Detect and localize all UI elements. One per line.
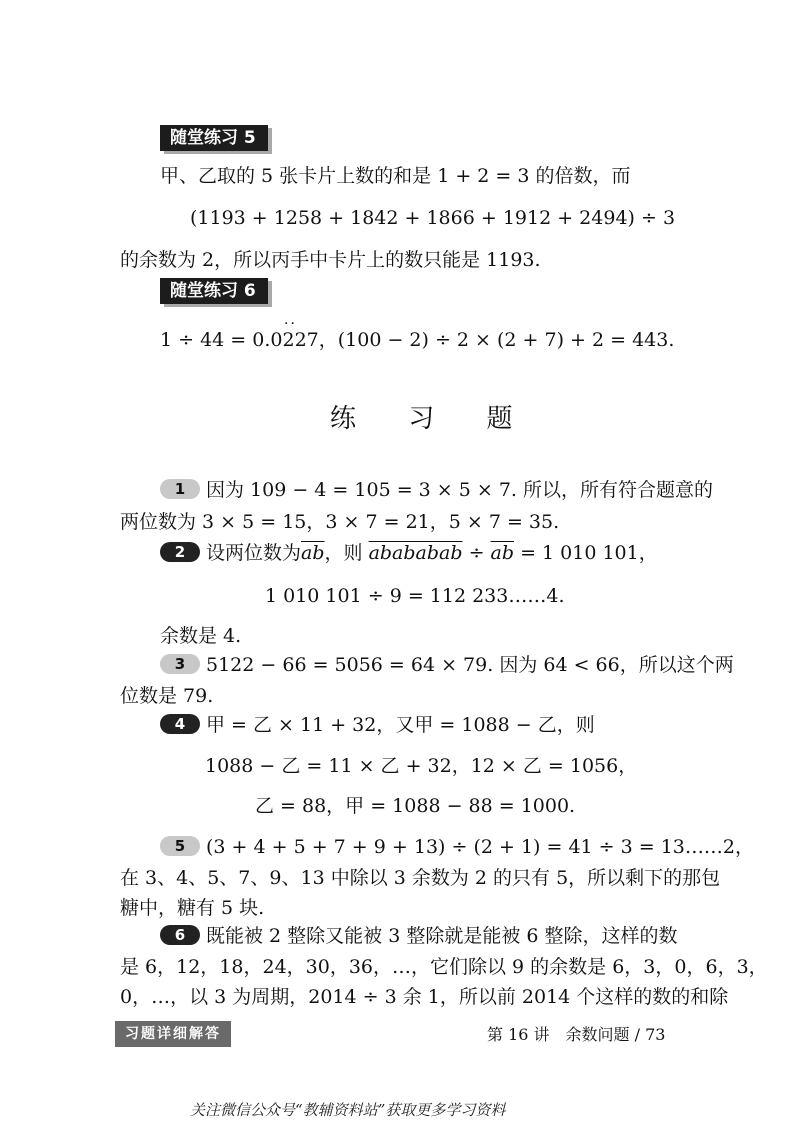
exercise-text: = 1 010 101， xyxy=(514,542,658,564)
exercise-text: 甲 = 乙 × 11 + 32，又甲 = 1088 − 乙，则 xyxy=(206,714,595,736)
exercise-number-badge: 4 xyxy=(160,714,200,734)
practice-6-line: 1 ÷ 44 = 0.0227，(100 − 2) ÷ 2 × (2 + 7) + 2 = 443. xyxy=(160,329,675,351)
practice-5-line-2: 的余数为 2，所以丙手中卡片上的数只能是 1193. xyxy=(120,249,541,271)
exercise-4-formula-1: 1088 − 乙 = 11 × 乙 + 32，12 × 乙 = 1056， xyxy=(205,755,638,777)
practice-5-header: 随堂练习 5 xyxy=(160,125,268,151)
exercise-number-badge: 3 xyxy=(160,654,200,674)
exercise-5-line-1 xyxy=(160,835,754,859)
exercise-number-badge: 5 xyxy=(160,836,200,856)
practice-6-header: 随堂练习 6 xyxy=(160,278,268,304)
exercise-1-line-2: 两位数为 3 × 5 = 15，3 × 7 = 21，5 × 7 = 35. xyxy=(120,511,560,533)
exercise-6-line-2: 是 6，12，18，24，30，36，…，它们除以 9 的余数是 6，3，0，6，3， xyxy=(120,956,768,978)
footer-section-tag: 习题详细解答 xyxy=(115,1021,231,1047)
exercise-number-badge: 1 xyxy=(160,479,200,499)
exercise-2-line-2: 余数是 4. xyxy=(160,625,242,647)
exercise-text: 设两位数为 xyxy=(206,542,302,564)
exercise-3-line-1 xyxy=(160,653,734,677)
overlined-ab: $\overline{ab}$ xyxy=(490,542,515,564)
exercise-4-line-1 xyxy=(160,713,595,737)
exercise-number-badge: 6 xyxy=(160,925,200,945)
exercises-title: 练 习 题 xyxy=(330,404,535,434)
exercise-text: (3 + 4 + 5 + 7 + 9 + 13) ÷ (2 + 1) = 41 ÷ 3 = 13……2， xyxy=(206,836,754,858)
exercise-2-formula: 1 010 101 ÷ 9 = 112 233……4. xyxy=(265,585,565,607)
bottom-note: 关注微信公众号“教辅资料站”获取更多学习资料 xyxy=(190,1101,506,1119)
exercise-2-line-1 xyxy=(160,541,658,565)
repeating-decimal-dots: ·· xyxy=(284,316,297,332)
overlined-ab: $\overline{ab}$ xyxy=(301,542,325,564)
footer-page-info: 第 16 讲 余数问题 / 73 xyxy=(487,1025,666,1044)
exercise-6-line-1 xyxy=(160,924,678,948)
exercise-5-line-2: 在 3、4、5、7、9、13 中除以 3 余数为 2 的只有 5，所以剩下的那包 xyxy=(120,867,721,889)
exercise-text: 5122 − 66 = 5056 = 64 × 79. 因为 64 < 66，所以这个两 xyxy=(206,654,734,676)
practice-5-formula: (1193 + 1258 + 1842 + 1866 + 1912 + 2494) ÷ 3 xyxy=(190,207,676,229)
exercise-1-line-1 xyxy=(160,478,713,502)
exercise-3-line-2: 位数是 79. xyxy=(120,685,214,707)
exercise-4-formula-2: 乙 = 88，甲 = 1088 − 88 = 1000. xyxy=(255,795,576,817)
exercise-text: ÷ xyxy=(462,542,491,564)
practice-5-line-1: 甲、乙取的 5 张卡片上数的和是 1 + 2 = 3 的倍数，而 xyxy=(160,165,631,187)
exercise-5-line-3: 糖中，糖有 5 块. xyxy=(120,897,265,919)
overlined-abababab: abababab xyxy=(368,542,463,564)
exercise-text: 因为 109 − 4 = 105 = 3 × 5 × 7. 所以，所有符合题意的 xyxy=(206,479,713,501)
exercise-number-badge: 2 xyxy=(160,542,200,562)
exercise-text: ，则 xyxy=(324,542,369,564)
exercise-text: 既能被 2 整除又能被 3 整除就是能被 6 整除，这样的数 xyxy=(206,925,678,947)
exercise-6-line-3: 0，…，以 3 为周期，2014 ÷ 3 余 1，所以前 2014 个这样的数的和除 xyxy=(120,986,729,1008)
